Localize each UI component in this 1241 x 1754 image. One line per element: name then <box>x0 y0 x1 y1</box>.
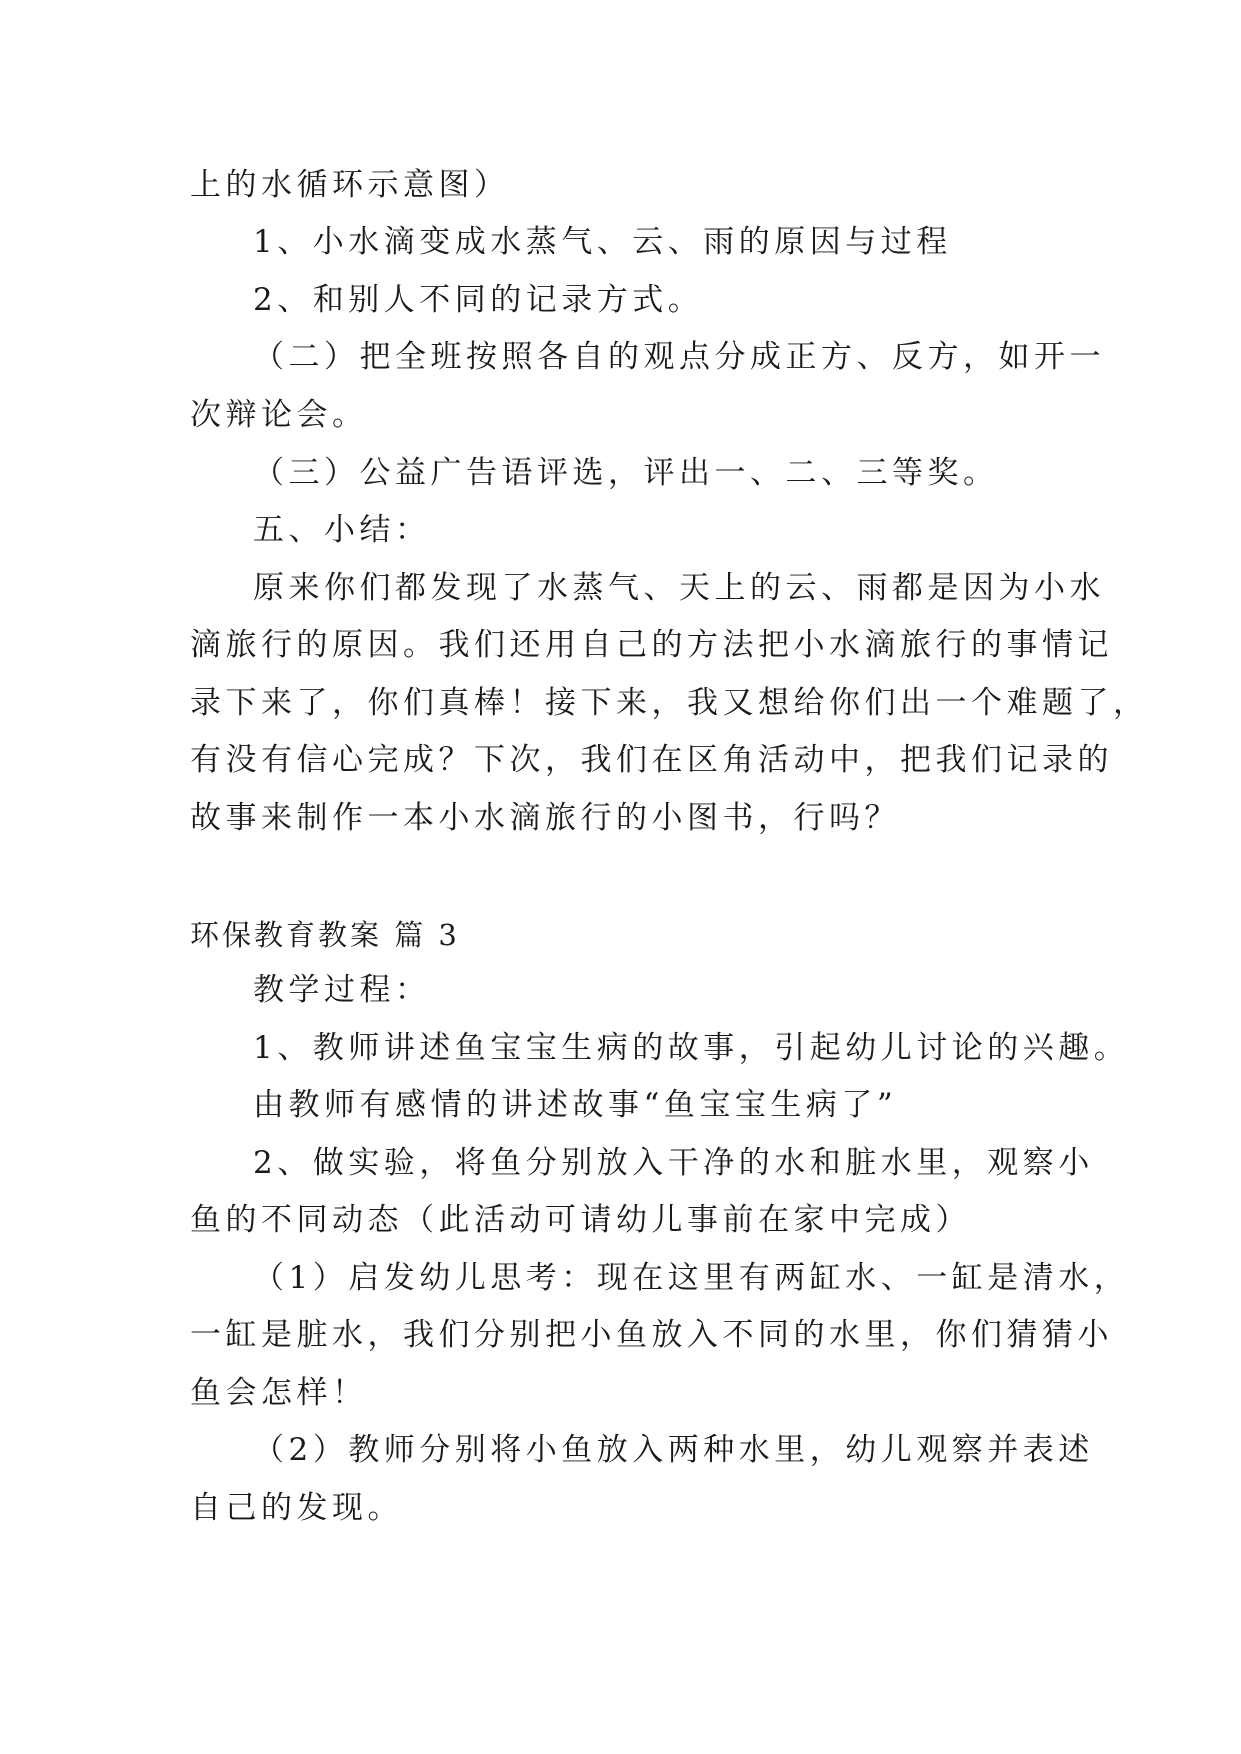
text-line: 2、做实验，将鱼分别放入干净的水和脏水里，观察小 <box>253 1145 1094 1181</box>
section-heading: 环保教育教案 篇 3 <box>190 918 460 952</box>
text-line: 次辩论会。 <box>190 397 368 433</box>
text-line: 有没有信心完成？下次，我们在区角活动中，把我们记录的 <box>190 742 1113 778</box>
text-line: 上的水循环示意图） <box>190 167 510 203</box>
text-line: 由教师有感情的讲述故事“鱼宝宝生病了” <box>253 1087 898 1123</box>
text-line: 原来你们都发现了水蒸气、天上的云、雨都是因为小水 <box>253 570 1105 606</box>
text-line: 一缸是脏水，我们分别把小鱼放入不同的水里，你们猜猜小 <box>190 1317 1113 1353</box>
text-line: 故事来制作一本小水滴旅行的小图书，行吗？ <box>190 800 900 836</box>
text-line: 1、教师讲述鱼宝宝生病的故事，引起幼儿讨论的兴趣。 <box>253 1030 1130 1066</box>
text-line: （三）公益广告语评选，评出一、二、三等奖。 <box>253 455 999 491</box>
text-line: 2、和别人不同的记录方式。 <box>253 282 704 318</box>
text-line: 五、小结： <box>253 512 431 548</box>
text-line: 1、小水滴变成水蒸气、云、雨的原因与过程 <box>253 224 952 260</box>
text-line: 鱼会怎样！ <box>190 1375 368 1411</box>
text-line: 滴旅行的原因。我们还用自己的方法把小水滴旅行的事情记 <box>190 627 1113 663</box>
text-line: 录下来了，你们真棒！接下来，我又想给你们出一个难题了， <box>190 685 1149 721</box>
text-line: 教学过程： <box>253 972 431 1008</box>
text-line: （二）把全班按照各自的观点分成正方、反方，如开一 <box>253 339 1105 375</box>
text-line: 鱼的不同动态（此活动可请幼儿事前在家中完成） <box>190 1202 971 1238</box>
text-line: 自己的发现。 <box>190 1490 403 1526</box>
text-line: （1）启发幼儿思考：现在这里有两缸水、一缸是清水， <box>253 1260 1130 1296</box>
text-line: （2）教师分别将小鱼放入两种水里，幼儿观察并表述 <box>253 1432 1094 1468</box>
